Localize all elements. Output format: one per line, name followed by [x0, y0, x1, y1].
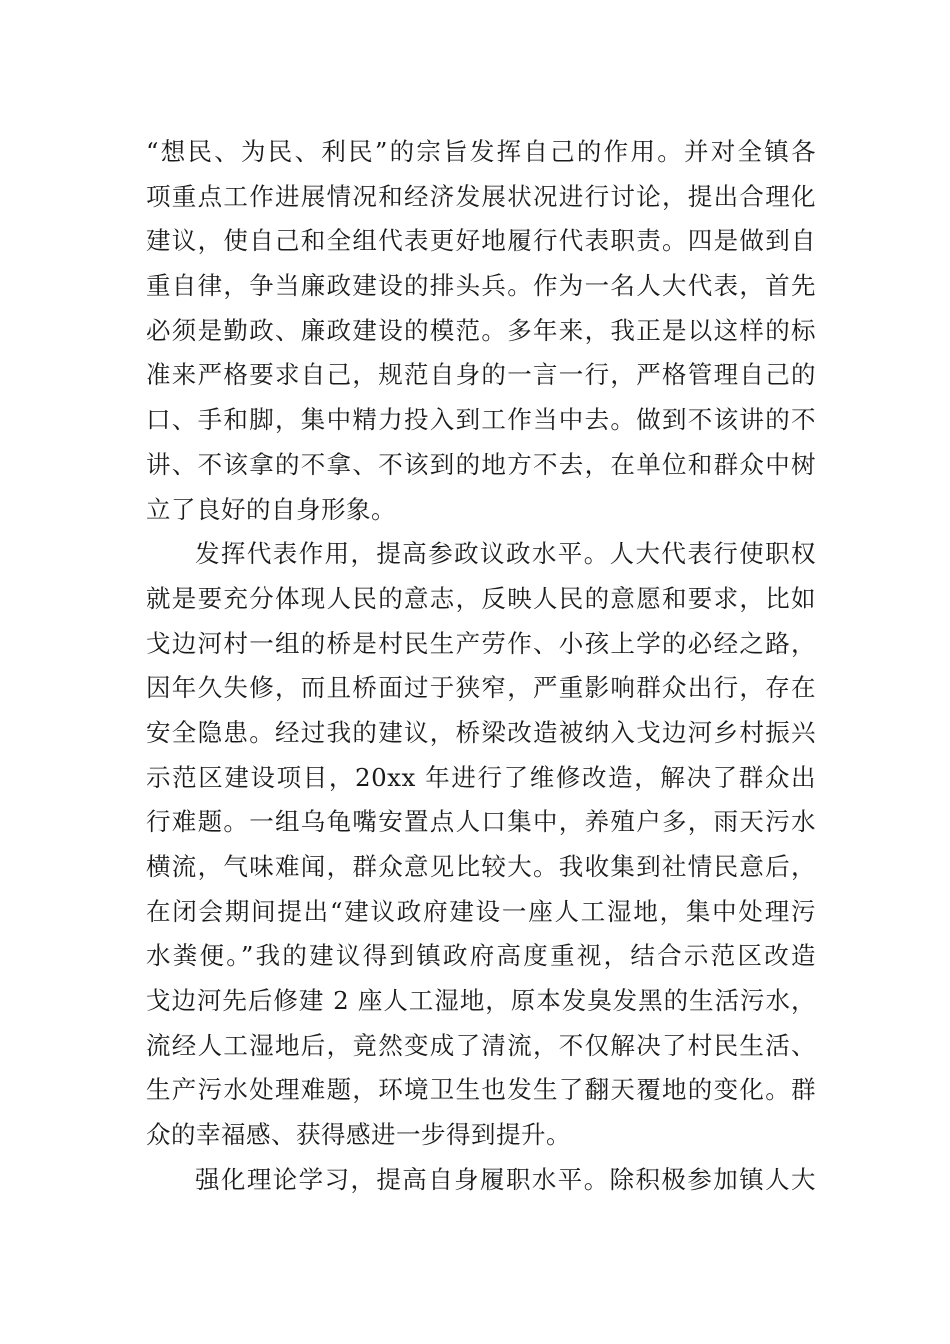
document-line: “想民、为民、利民”的宗旨发挥自己的作用。并对全镇各: [146, 137, 816, 166]
document-line: 发挥代表作用，提高参政议政水平。人大代表行使职权: [195, 539, 816, 569]
document-body: [146, 130, 816, 1203]
document-line: 安全隐患。经过我的建议，桥梁改造被纳入戈边河乡村振兴: [146, 717, 816, 747]
document-line: 就是要充分体现人民的意志，反映人民的意愿和要求，比如: [146, 583, 816, 613]
document-line: 横流，气味难闻，群众意见比较大。我收集到社情民意后，: [146, 852, 816, 881]
document-line: 戈边河先后修建 2 座人工湿地，原本发臭发黑的生活污水，: [146, 986, 816, 1016]
document-line: 重自律，争当廉政建设的排头兵。作为一名人大代表，首先: [146, 271, 816, 301]
document-line: 行难题。一组乌龟嘴安置点人口集中，养殖户多，雨天污水: [146, 807, 816, 837]
document-line: 因年久失修，而且桥面过于狭窄，严重影响群众出行，存在: [146, 673, 816, 703]
document-line: 众的幸福感、获得感进一步得到提升。: [146, 1120, 571, 1150]
document-line: 流经人工湿地后，竟然变成了清流，不仅解决了村民生活、: [146, 1030, 816, 1060]
document-line: 讲、不该拿的不拿、不该到的地方不去，在单位和群众中树: [146, 449, 816, 479]
document-line: 强化理论学习，提高自身履职水平。除积极参加镇人大: [195, 1164, 816, 1194]
document-line: 水粪便。”我的建议得到镇政府高度重视，结合示范区改造: [146, 941, 816, 971]
document-line: 建议，使自己和全组代表更好地履行代表职责。四是做到自: [146, 226, 816, 256]
document-line: 生产污水处理难题，环境卫生也发生了翻天覆地的变化。群: [146, 1075, 816, 1105]
document-line: 戈边河村一组的桥是村民生产劳作、小孩上学的必经之路，: [146, 628, 816, 658]
document-line: 示范区建设项目，20xx 年进行了维修改造，解决了群众出: [146, 762, 816, 792]
document-line: 立了良好的自身形象。: [146, 494, 396, 524]
document-line: 口、手和脚，集中精力投入到工作当中去。做到不该讲的不: [146, 405, 816, 435]
document-line: 准来严格要求自己，规范自身的一言一行，严格管理自己的: [146, 360, 816, 390]
document-line: 在闭会期间提出“建议政府建设一座人工湿地，集中处理污: [146, 896, 816, 926]
document-line: 项重点工作进展情况和经济发展状况进行讨论，提出合理化: [146, 181, 816, 211]
document-line: 必须是勤政、廉政建设的模范。多年来，我正是以这样的标: [146, 315, 816, 345]
